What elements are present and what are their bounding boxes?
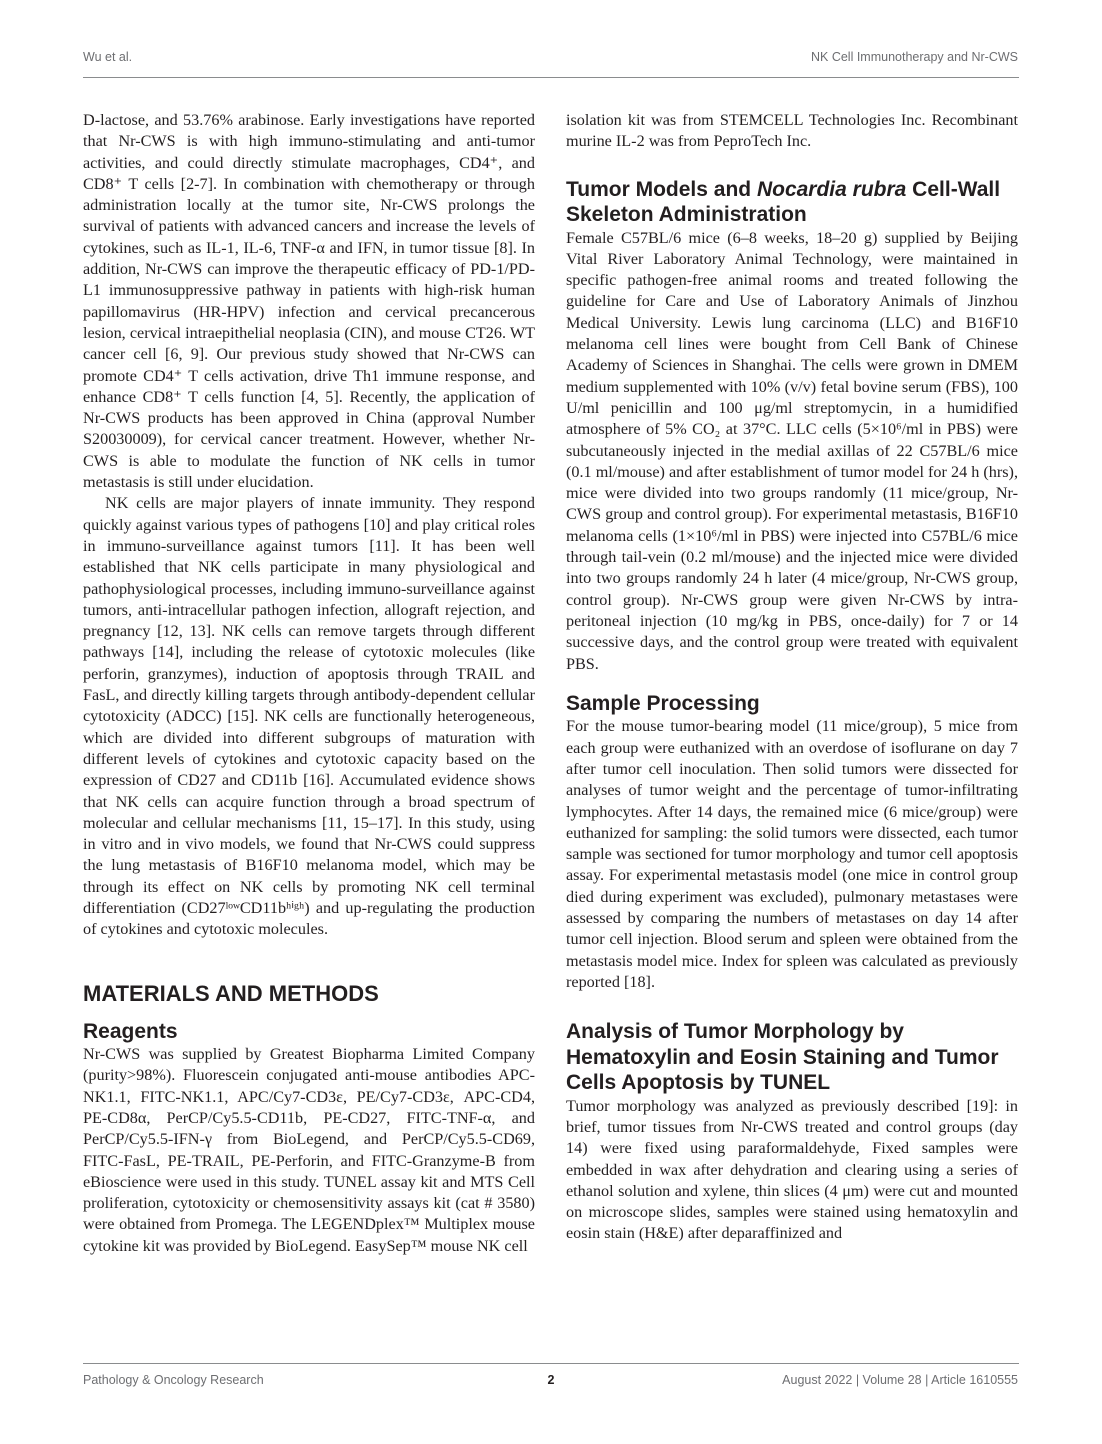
intro-paragraph-2: NK cells are major players of innate immunity. They respond quickly against various types of pathogens [10] and play critical roles in immuno-surveillance against tumors [11]. It has been well established that NK cells participate in many physiological and pathophysiological processes, including immuno-surveillance against tumors, anti-intracellular pathogen infection, allograft rejection, and pregnancy [12, 13]. NK cells can remove targets through different pathways [14], including the release of cytotoxic molecules (like perforin, granzymes), induction of apoptosis through TRAIL and FasL, and directly killing targets through antibody-dependent cellular cytotoxicity (ADCC) [15]. NK cells are functionally heterogeneous, which are divided into different subgroups of maturation with different levels of cytokines and cytotoxic capacity based on the expression of CD27 and CD11b [16]. Accumulated evidence shows that NK cells can acquire function through a broad spectrum of molecular and cellular mechanisms [11, 15–17]. In this study, using in vitro and in vivo models, we found that Nr-CWS could suppress the lung metastasis of B16F10 melanoma model, which may be through its effect on NK cells by promoting NK cell terminal differentiation (CD27ˡᵒʷCD11bʰⁱᵍʰ) and up-regulating the production of cytokines and cytotoxic molecules. [83, 494, 535, 939]
heading-part: Cell-Wall Skeleton Administration [566, 177, 1001, 227]
header-rule [83, 77, 1019, 78]
section-heading-methods: MATERIALS AND METHODS [83, 980, 379, 1006]
reagents-paragraph: Nr-CWS was supplied by Greatest Biopharma Limited Company (purity>98%). Fluorescein conjugated anti-mouse antibodies APC-NK1.1, FITC-NK1.1, APC/Cy7-CD3ε, PE/Cy7-CD3ε, APC-CD4, PE-CD8α, PerCP/Cy5.5-CD11b, PE-CD27, FITC-TNF-α, and PerCP/Cy5.5-IFN-γ from BioLegend, and PerCP/Cy5.5-CD69, FITC-FasL, PE-TRAIL, PE-Perforin, and FITC-Granzyme-B from eBioscience were used in this study. TUNEL assay kit and MTS Cell proliferation, cytotoxicity or chemosensitivity assays kit (cat # 3580) were obtained from Promega. The LEGENDplex™ Multiplex mouse cytokine kit was provided by BioLegend. EasySep™ mouse NK cell [83, 1045, 535, 1255]
footer-page-number: 2 [547, 1373, 555, 1387]
intro-paragraph-1: D-lactose, and 53.76% arabinose. Early investigations have reported that Nr-CWS is with high immuno-stimulating and anti-tumor activities, and could directly stimulate macrophages, CD4⁺, and CD8⁺ T cells [2-7]. In combination with chemotherapy or through administration locally at the tumor site, Nr-CWS prolongs the survival of patients with advanced cancers and increase the levels of cytokines, such as IL-1, IL-6, TNF-α and IFN, in tumor tissue [8]. In addition, Nr-CWS can improve the therapeutic efficacy of PD-1/PD-L1 immunosuppressive pathway in patients with high-risk human papillomavirus (HR-HPV) infection and cervical precancerous lesion, cervical intraepithelial neoplasia (CIN), and mouse CT26. WT cancer cell [6, 9]. Our previous study showed that Nr-CWS can promote CD4⁺ T cells activation, drive Th1 immune response, and enhance CD8⁺ T cells function [4, 5]. Recently, the application of Nr-CWS products has been approved in China (approval Number S20030009), for cervical cancer treatment. However, whether Nr-CWS is able to modulate the function of NK cells in tumor metastasis is still under elucidation. [83, 111, 535, 492]
subsection-heading-analysis: Analysis of Tumor Morphology by Hematoxylin and Eosin Staining and Tumor Cells Apoptosis by TUNEL [566, 1020, 999, 1095]
subsection-heading-sample-processing: Sample Processing [566, 691, 760, 715]
heading-species-name: Nocardia rubra [756, 177, 907, 201]
footer-issue: August 2022 | Volume 28 | Article 1610555 [782, 1373, 1018, 1387]
footer-rule [83, 1363, 1019, 1364]
running-header-authors: Wu et al. [83, 50, 133, 64]
footer-journal: Pathology & Oncology Research [83, 1373, 264, 1387]
subsection-heading-reagents: Reagents [83, 1019, 178, 1043]
tumor-models-paragraph: Female C57BL/6 mice (6–8 weeks, 18–20 g) supplied by Beijing Vital River Laboratory Animal Technology, were maintained in specific pathogen-free animal rooms and treated following the guideline for Care and Use of Laboratory Animals of Jinzhou Medical University. Lewis lung carcinoma (LLC) and B16F10 melanoma cell lines were bought from Cell Bank of Chinese Academy of Sciences in Shanghai. The cells were grown in DMEM medium supplemented with 10% (v/v) fetal bovine serum (FBS), 100 U/ml penicillin and 100 μg/ml streptomycin, in a humidified atmosphere of 5% CO₂ at 37°C. LLC cells (5×10⁶/ml in PBS) were subcutaneously injected in the medial axillas of 22 C57BL/6 mice (0.1 ml/mouse) and after establishment of tumor model for 24 h (hrs), mice were divided into two groups randomly (11 mice/group, Nr-CWS group and control group). For experimental metastasis, B16F10 melanoma cells (1×10⁶/ml in PBS) were injected into C57BL/6 mice through tail-vein (0.2 ml/mouse) and the injected mice were divided into two groups randomly 24 h later (4 mice/group, Nr-CWS group, control group). Nr-CWS group were given Nr-CWS by intra-peritoneal injection (10 mg/kg in PBS, once-daily) for 7 or 14 successive days, and the control group were treated with equivalent PBS. [566, 228, 1018, 673]
sample-processing-paragraph: For the mouse tumor-bearing model (11 mice/group), 5 mice from each group were euthanized with an overdose of isoflurane on day 7 after tumor cell inoculation. Then solid tumors were dissected for analyses of tumor weight and the percentage of tumor-infiltrating lymphocytes. After 14 days, the remained mice (6 mice/group) were euthanized for sampling: the solid tumors were dissected, each tumor sample was sectioned for tumor morphology and tumor cell apoptosis assay. For experimental metastasis model (one mice in control group died during experiment was excluded), pulmonary metastases were assessed by comparing the numbers of metastases on day 14 after tumor cell injection. Blood serum and spleen were obtained from the metastasis model mice. Index for spleen was calculated as previously reported [18]. [566, 717, 1018, 991]
left-column [83, 110, 535, 1257]
subsection-heading-tumor-models [566, 177, 1018, 228]
heading-part: Tumor Models and [566, 177, 757, 201]
analysis-paragraph: Tumor morphology was analyzed as previously described [19]: in brief, tumor tissues from Nr-CWS treated and control groups (day 14) were fixed using paraformaldehyde, Fixed samples were embedded in wax after dehydration and clearing using a series of ethanol solution and xylene, thin slices (4 μm) were cut and mounted on microscope slides, samples were stained using hematoxylin and eosin stain (H&E) after deparaffinized and [566, 1096, 1018, 1243]
right-column [566, 110, 1018, 1245]
reagents-continued-paragraph: isolation kit was from STEMCELL Technologies Inc. Recombinant murine IL-2 was from PeproTech Inc. [566, 111, 1018, 151]
running-header-title: NK Cell Immunotherapy and Nr-CWS [810, 50, 1018, 64]
